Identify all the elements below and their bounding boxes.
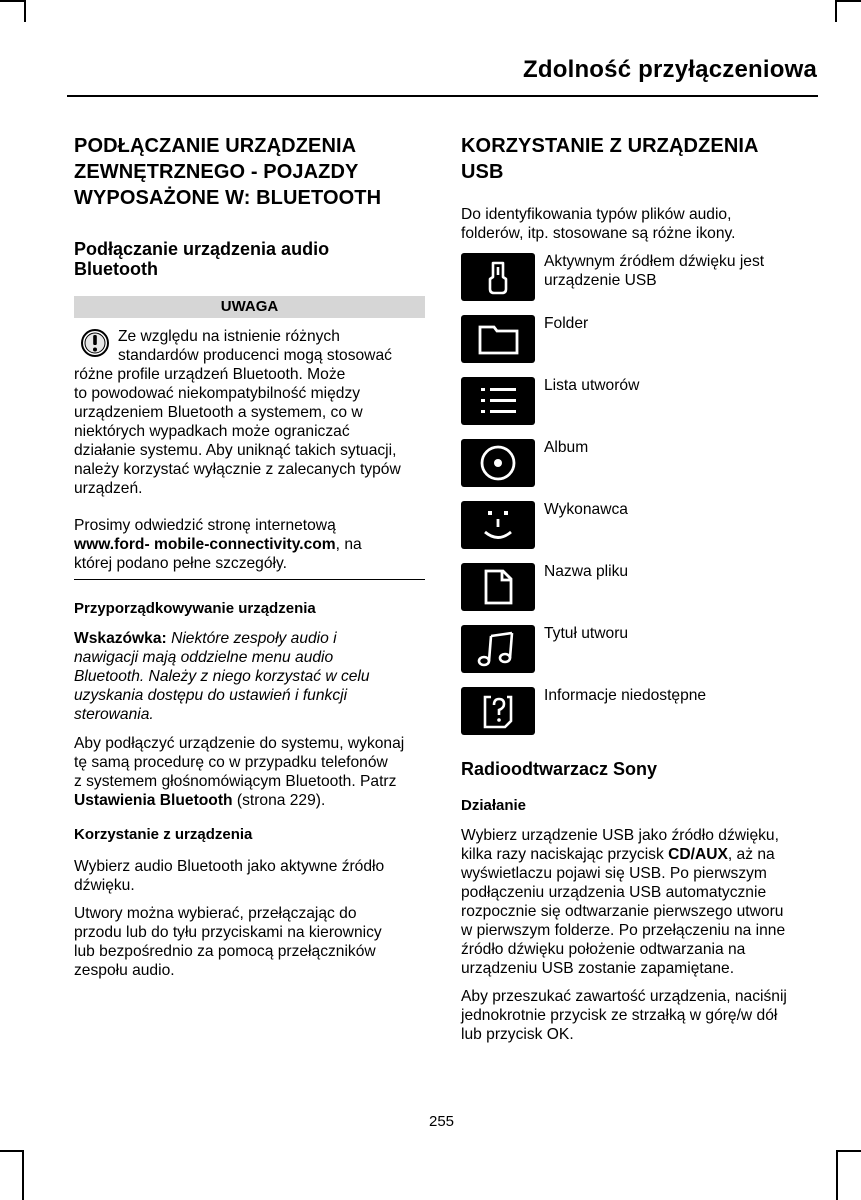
- icon-label: Aktywnym źródłem dźwięku jest urządzenie USB: [544, 253, 765, 289]
- website-paragraph: [74, 516, 425, 573]
- paragraph-line: folderów, itp. stosowane są różne ikony.: [461, 225, 736, 242]
- icon-row-folder: [461, 315, 813, 377]
- paragraph-line: wyświetlaczu pojawi się USB. Po pierwszym: [461, 865, 767, 882]
- paragraph-fragment: , aż na: [727, 846, 775, 863]
- paragraph-line: Utwory można wybierać, przełączając do: [74, 905, 357, 922]
- music-note-icon: [461, 625, 535, 673]
- warning-text: [74, 327, 425, 498]
- warning-line: urządzeń.: [74, 480, 143, 497]
- warning-exclamation-icon: [80, 328, 110, 358]
- icon-row-usb: [461, 253, 813, 315]
- hint-label: Wskazówka:: [74, 630, 167, 647]
- icon-row-track-list: [461, 377, 813, 439]
- pairing-heading: Przyporządkowywanie urządzenia: [74, 600, 316, 617]
- file-icon: [461, 563, 535, 611]
- icon-label: Album: [544, 439, 589, 456]
- hint-text: Niektóre zespoły audio i: [166, 630, 337, 647]
- paragraph-line: Aby podłączyć urządzenie do systemu, wykonaj: [74, 735, 405, 752]
- paragraph-line: zespołu audio.: [74, 962, 175, 979]
- heading-line: KORZYSTANIE Z URZĄDZENIA: [461, 135, 759, 157]
- operation-heading: Działanie: [461, 797, 527, 814]
- crop-mark: [0, 0, 26, 2]
- operation-paragraph-1: [461, 826, 813, 978]
- warning-line: działanie systemu. Aby uniknąć takich sytuacji,: [74, 442, 397, 459]
- heading-line: PODŁĄCZANIE URZĄDZENIA: [74, 135, 357, 157]
- paragraph-line: Do identyfikowania typów plików audio,: [461, 206, 732, 223]
- crop-mark: [22, 1150, 24, 1200]
- icon-row-artist: [461, 501, 813, 563]
- hint-paragraph: [74, 629, 425, 724]
- using-device-heading: Korzystanie z urządzenia: [74, 826, 253, 843]
- section-heading-usb: [461, 133, 813, 185]
- paragraph-line: Wybierz audio Bluetooth jako aktywne źródło: [74, 858, 385, 875]
- unknown-info-icon: [461, 687, 535, 735]
- heading-line: ZEWNĘTRZNEGO - POJAZDY: [74, 161, 359, 183]
- heading-line: USB: [461, 161, 504, 183]
- icon-row-music-note: [461, 625, 813, 687]
- operation-paragraph-2: [461, 987, 813, 1044]
- warning-line: różne profile urządzeń Bluetooth. Może: [74, 366, 346, 383]
- right-column: [461, 133, 813, 1044]
- hint-line: nawigacji mają oddzielne menu audio: [74, 649, 334, 666]
- warning-banner: UWAGA: [74, 296, 425, 318]
- cd-aux-button-label: CD/AUX: [668, 846, 728, 863]
- icon-label: Lista utworów: [544, 377, 640, 394]
- crop-mark: [0, 1150, 24, 1152]
- icon-label: Informacje niedostępne: [544, 687, 707, 704]
- crop-mark: [836, 1150, 861, 1152]
- icon-row-album: [461, 439, 813, 501]
- folder-icon: [461, 315, 535, 363]
- page-title: Zdolność przyłączeniowa: [523, 56, 817, 83]
- paragraph-line: podłączeniu urządzenia USB automatycznie: [461, 884, 767, 901]
- paragraph-line: której podano pełne szczegóły.: [74, 555, 287, 572]
- procedure-paragraph: [74, 734, 425, 810]
- icon-row-file: [461, 563, 813, 625]
- left-column: [74, 133, 425, 980]
- paragraph-line: w pierwszym folderze. Po przełączeniu na inne: [461, 922, 786, 939]
- paragraph-line: lub przycisk OK.: [461, 1026, 574, 1043]
- crop-mark: [836, 1150, 838, 1200]
- paragraph-line: Wybierz urządzenie USB jako źródło dźwięku,: [461, 827, 779, 844]
- paragraph-line: Prosimy odwiedzić stronę internetową: [74, 517, 336, 534]
- paragraph-line: dźwięku.: [74, 877, 135, 894]
- paragraph-line: źródło dźwięku położenie odtwarzania na: [461, 941, 746, 958]
- crop-mark: [835, 0, 837, 22]
- warning-line: standardów producenci mogą stosować: [118, 347, 392, 364]
- section-divider: [74, 579, 425, 580]
- paragraph-line: przodu lub do tyłu przyciskami na kierownicy: [74, 924, 382, 941]
- paragraph-line: urządzeniu USB zostanie zapamiętane.: [461, 960, 735, 977]
- section-heading-bluetooth: [74, 133, 425, 211]
- hint-line: sterowania.: [74, 706, 154, 723]
- warning-line: urządzeniem Bluetooth a systemem, co w: [74, 404, 363, 421]
- header-divider: [67, 95, 818, 97]
- hint-line: uzyskania dostępu do ustawień i funkcji: [74, 687, 348, 704]
- paragraph-line: jednokrotnie przycisk ze strzałką w górę/w dół: [461, 1007, 778, 1024]
- crop-mark: [835, 0, 861, 2]
- website-url[interactable]: www.ford- mobile-connectivity.com: [74, 536, 336, 553]
- icon-legend: [461, 253, 813, 749]
- usb-intro: [461, 205, 813, 243]
- subheading-line: Bluetooth: [74, 259, 158, 279]
- paragraph-line: tę samą procedurę co w przypadku telefonów: [74, 754, 388, 771]
- using-paragraph-1: [74, 857, 425, 895]
- icon-label: Wykonawca: [544, 501, 628, 518]
- icon-label: Folder: [544, 315, 589, 332]
- track-list-icon: [461, 377, 535, 425]
- page-reference: (strona 229).: [232, 792, 326, 809]
- paragraph-line: Aby przeszukać zawartość urządzenia, naciśnij: [461, 988, 787, 1005]
- icon-label: Nazwa pliku: [544, 563, 629, 580]
- sony-heading: Radioodtwarzacz Sony: [461, 759, 658, 779]
- warning-line: to powodować niekompatybilność między: [74, 385, 361, 402]
- icon-row-unknown-info: [461, 687, 813, 749]
- usb-icon: [461, 253, 535, 301]
- hint-line: Bluetooth. Należy z niego korzystać w celu: [74, 668, 370, 685]
- paragraph-line: z systemem głośnomówiącym Bluetooth. Patrz: [74, 773, 397, 790]
- crop-mark: [24, 0, 26, 22]
- paragraph-line: rozpocznie się odtwarzanie pierwszego utworu: [461, 903, 784, 920]
- warning-line: niektórych wypadkach może ograniczać: [74, 423, 350, 440]
- paragraph-fragment: kilka razy naciskając przycisk: [461, 846, 669, 863]
- using-paragraph-2: [74, 904, 425, 980]
- icon-label: Tytuł utworu: [544, 625, 629, 642]
- bluetooth-settings-link[interactable]: Ustawienia Bluetooth: [74, 792, 233, 809]
- album-icon: [461, 439, 535, 487]
- subheading-bluetooth-audio: [74, 239, 425, 279]
- subheading-line: Podłączanie urządzenia audio: [74, 239, 330, 259]
- paragraph-fragment: , na: [335, 536, 362, 553]
- paragraph-line: lub bezpośrednio za pomocą przełączników: [74, 943, 376, 960]
- artist-icon: [461, 501, 535, 549]
- warning-line: Ze względu na istnienie różnych: [118, 328, 340, 345]
- page-number: 255: [428, 1113, 455, 1130]
- heading-line: WYPOSAŻONE W: BLUETOOTH: [74, 187, 382, 209]
- warning-line: należy korzystać wyłącznie z zalecanych typów: [74, 461, 401, 478]
